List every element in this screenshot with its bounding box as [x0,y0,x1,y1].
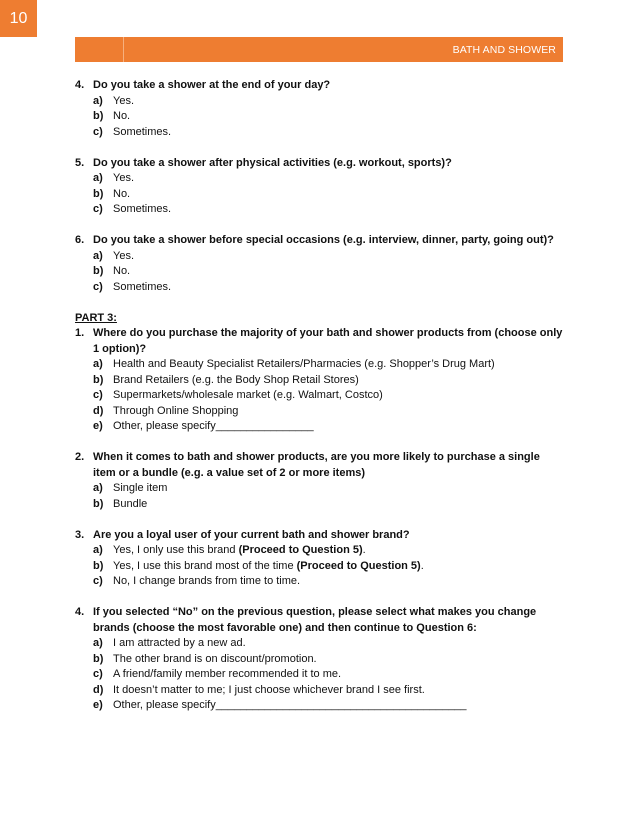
option-text: Through Online Shopping [113,404,239,417]
question-number: 4. [75,79,85,91]
option-text: Brand Retailers (e.g. the Body Shop Retail Stores) [113,373,359,386]
option-letter: a) [93,482,103,494]
banner-divider [123,37,124,62]
question-number: 4. [75,606,85,618]
question-number: 5. [75,156,85,169]
question [75,233,565,249]
option-letter: c) [93,203,103,215]
answer-option[interactable] [75,249,565,265]
option-text: Other, please specify_________________________________________ [113,699,467,711]
option-text: A friend/family member recommended it to me. [113,668,342,680]
option-letter: d) [93,404,104,417]
part-3-heading: PART 3: [75,311,117,324]
question [75,78,565,94]
answer-option[interactable] [75,187,565,203]
option-letter: c) [93,280,103,293]
option-text: Yes. [113,172,135,184]
option-letter: a) [93,637,103,649]
answer-option[interactable] [75,652,565,668]
question-text: Do you take a shower before special occasions (e.g. interview, dinner, party, going out)? [93,234,554,246]
option-letter: b) [93,497,104,510]
answer-option[interactable] [75,109,565,125]
option-text: Yes. [113,249,135,262]
answer-option[interactable] [75,264,565,280]
option-text: Yes. [113,94,135,107]
option-text: Health and Beauty Specialist Retailers/Pharmacies (e.g. Shopper’s Drug Mart) [113,358,495,370]
option-punctuation: . [362,544,366,556]
question-text: If you selected “No” on the previous question, please select what makes you change brands (choose the most favorable one) and then continue to Question 6: [93,606,537,634]
option-letter: b) [93,187,104,200]
option-letter: d) [93,683,104,696]
option-text: Bundle [113,497,148,510]
option-text: Sometimes. [113,203,172,215]
answer-option[interactable] [75,419,565,435]
option-text: Other, please specify________________ [113,420,314,432]
option-letter: c) [93,668,103,680]
answer-option[interactable] [75,125,565,141]
option-letter: a) [93,544,103,556]
option-letter: c) [93,125,103,138]
option-letter: a) [93,249,103,262]
answer-option[interactable] [75,357,565,373]
option-text: The other brand is on discount/promotion. [113,652,317,665]
question-number: 3. [75,528,85,541]
answer-option[interactable] [75,388,565,404]
answer-option[interactable] [75,574,565,590]
option-letter: b) [93,110,104,122]
option-letter: b) [93,373,104,386]
answer-option[interactable] [75,171,565,187]
option-punctuation: . [420,559,424,572]
question [75,450,565,481]
answer-option[interactable] [75,683,565,699]
option-letter: a) [93,94,103,107]
option-text: No. [113,110,131,122]
option-text: It doesn’t matter to me; I just choose whichever brand I see first. [113,683,425,696]
option-text: No. [113,265,131,277]
option-text: No, I change brands from time to time. [113,575,301,587]
answer-option[interactable] [75,373,565,389]
answer-option[interactable] [75,559,565,575]
answer-option[interactable] [75,543,565,559]
questionnaire-content [75,78,565,714]
question [75,528,565,544]
option-text: Supermarkets/wholesale market (e.g. Walmart, Costco) [113,389,383,401]
section-1-questions [75,78,565,311]
header-banner [75,37,563,62]
option-letter: c) [93,575,103,587]
answer-option[interactable] [75,280,565,296]
option-text: Sometimes. [113,280,172,293]
page-number-badge: 10 [0,0,37,37]
option-text: Sometimes. [113,125,172,138]
answer-option[interactable] [75,667,565,683]
option-instruction: (Proceed to Question 5) [296,559,421,572]
answer-option[interactable] [75,698,565,714]
option-letter: e) [93,420,103,432]
answer-option[interactable] [75,404,565,420]
option-text: No. [113,187,131,200]
option-letter: b) [93,265,104,277]
option-letter: a) [93,358,103,370]
answer-option[interactable] [75,497,565,513]
option-text: Yes, I only use this brand [113,544,239,556]
question [75,326,565,357]
spacer [75,512,565,528]
question-text: Do you take a shower after physical activities (e.g. workout, sports)? [93,156,452,169]
answer-option[interactable] [75,94,565,110]
spacer [75,590,565,606]
question-number: 2. [75,451,85,463]
option-text: I am attracted by a new ad. [113,637,246,649]
option-letter: b) [93,559,104,572]
question-text: Do you take a shower at the end of your day? [93,79,331,91]
spacer [75,218,565,234]
question [75,156,565,172]
option-letter: b) [93,652,104,665]
option-letter: c) [93,389,103,401]
question-text: Are you a loyal user of your current bath and shower brand? [93,528,410,541]
answer-option[interactable] [75,481,565,497]
option-letter: e) [93,699,103,711]
part-3-questions [75,326,565,714]
question-number: 1. [75,327,85,339]
question-text: Where do you purchase the majority of your bath and shower products from (choose only 1 option)? [93,327,563,355]
spacer [75,295,565,311]
option-instruction: (Proceed to Question 5) [238,544,363,556]
option-text: Single item [113,482,168,494]
option-letter: a) [93,172,103,184]
answer-option[interactable] [75,202,565,218]
answer-option[interactable] [75,636,565,652]
spacer [75,140,565,156]
question-text: When it comes to bath and shower products, are you more likely to purchase a single item or a bundle (e.g. a value set of 2 or more items) [93,451,540,479]
question [75,605,565,636]
option-text: Yes, I use this brand most of the time [113,559,297,572]
spacer [75,435,565,451]
header-title: BATH AND SHOWER [452,44,556,56]
question-number: 6. [75,234,85,246]
